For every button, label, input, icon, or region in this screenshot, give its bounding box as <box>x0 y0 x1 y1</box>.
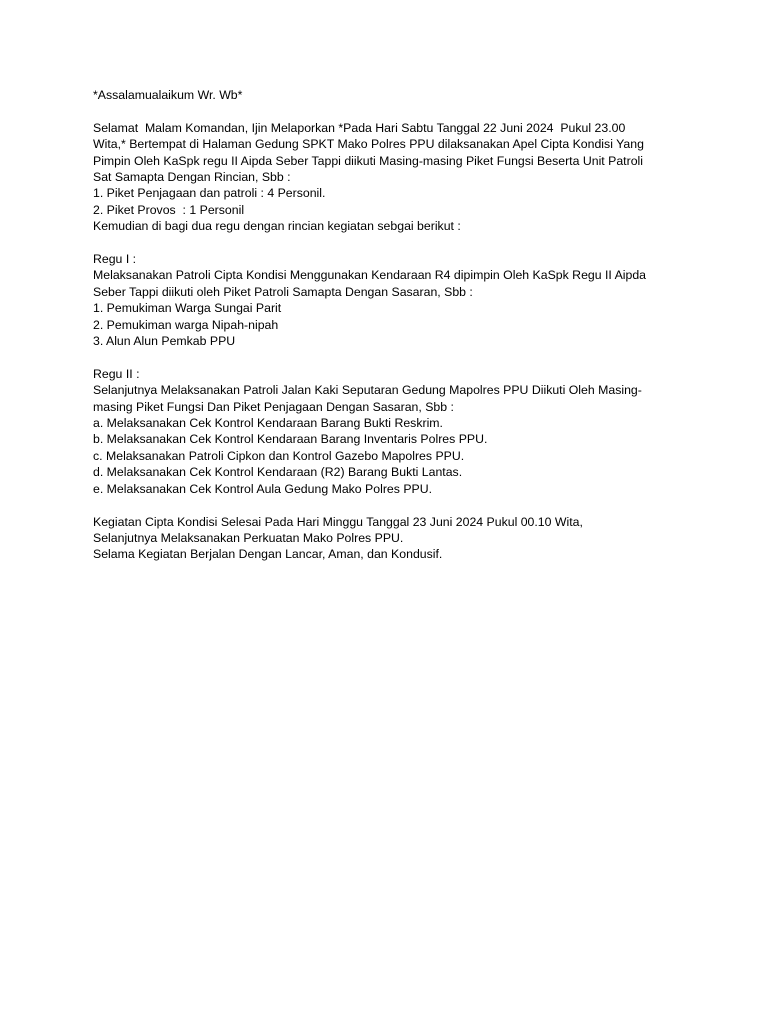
intro-list-item: 2. Piket Provos : 1 Personil <box>93 202 245 217</box>
intro-closing: Kemudian di bagi dua regu dengan rincian kegiatan sebgai berikut : <box>93 219 461 234</box>
regu1-line: Seber Tappi diikuti oleh Piket Patroli Samapta Dengan Sasaran, Sbb : <box>93 284 473 299</box>
regu2-line: masing Piket Fungsi Dan Piket Penjagaan Dengan Sasaran, Sbb : <box>93 399 454 414</box>
conclusion-line: Kegiatan Cipta Kondisi Selesai Pada Hari Minggu Tanggal 23 Juni 2024 Pukul 00.10 Wita, <box>93 514 583 529</box>
intro-paragraph <box>93 120 683 235</box>
spacer <box>93 349 683 365</box>
regu2-section <box>93 366 683 497</box>
conclusion-line: Selama Kegiatan Berjalan Dengan Lancar, Aman, dan Kondusif. <box>93 547 443 562</box>
intro-line: Sat Samapta Dengan Rincian, Sbb : <box>93 170 291 185</box>
regu1-line: Melaksanakan Patroli Cipta Kondisi Menggunakan Kendaraan R4 dipimpin Oleh KaSpk Regu II Aipda <box>93 268 647 283</box>
regu2-list-item: e. Melaksanakan Cek Kontrol Aula Gedung Mako Polres PPU. <box>93 481 433 496</box>
regu2-list-item: d. Melaksanakan Cek Kontrol Kendaraan (R2) Barang Bukti Lantas. <box>93 465 463 480</box>
regu1-heading: Regu I : <box>93 252 137 267</box>
conclusion-paragraph <box>93 514 683 563</box>
intro-list-item: 1. Piket Penjagaan dan patroli : 4 Personil. <box>93 186 326 201</box>
intro-line: Selamat Malam Komandan, Ijin Melaporkan *Pada Hari Sabtu Tanggal 22 Juni 2024 Pukul 23.00 <box>93 120 626 135</box>
spacer <box>93 103 683 119</box>
document-page <box>93 87 683 563</box>
regu1-list-item: 1. Pemukiman Warga Sungai Parit <box>93 301 282 316</box>
spacer <box>93 235 683 251</box>
regu2-line: Selanjutnya Melaksanakan Patroli Jalan Kaki Seputaran Gedung Mapolres PPU Diikuti Oleh Masing- <box>93 383 642 398</box>
greeting: *Assalamualaikum Wr. Wb* <box>93 88 243 102</box>
spacer <box>93 497 683 513</box>
regu2-heading: Regu II : <box>93 366 140 381</box>
regu2-list-item: a. Melaksanakan Cek Kontrol Kendaraan Barang Bukti Reskrim. <box>93 416 443 431</box>
regu1-list-item: 3. Alun Alun Pemkab PPU <box>93 334 236 349</box>
regu1-list-item: 2. Pemukiman warga Nipah-nipah <box>93 317 279 332</box>
regu1-section <box>93 251 683 349</box>
regu2-list-item: c. Melaksanakan Patroli Cipkon dan Kontrol Gazebo Mapolres PPU. <box>93 448 465 463</box>
intro-line: Wita,* Bertempat di Halaman Gedung SPKT Mako Polres PPU dilaksanakan Apel Cipta Kondisi Yang <box>93 137 644 152</box>
regu2-list-item: b. Melaksanakan Cek Kontrol Kendaraan Barang Inventaris Polres PPU. <box>93 432 488 447</box>
intro-line: Pimpin Oleh KaSpk regu II Aipda Seber Tappi diikuti Masing-masing Piket Fungsi Beserta Unit Patroli <box>93 153 643 168</box>
conclusion-line: Selanjutnya Melaksanakan Perkuatan Mako Polres PPU. <box>93 530 404 545</box>
